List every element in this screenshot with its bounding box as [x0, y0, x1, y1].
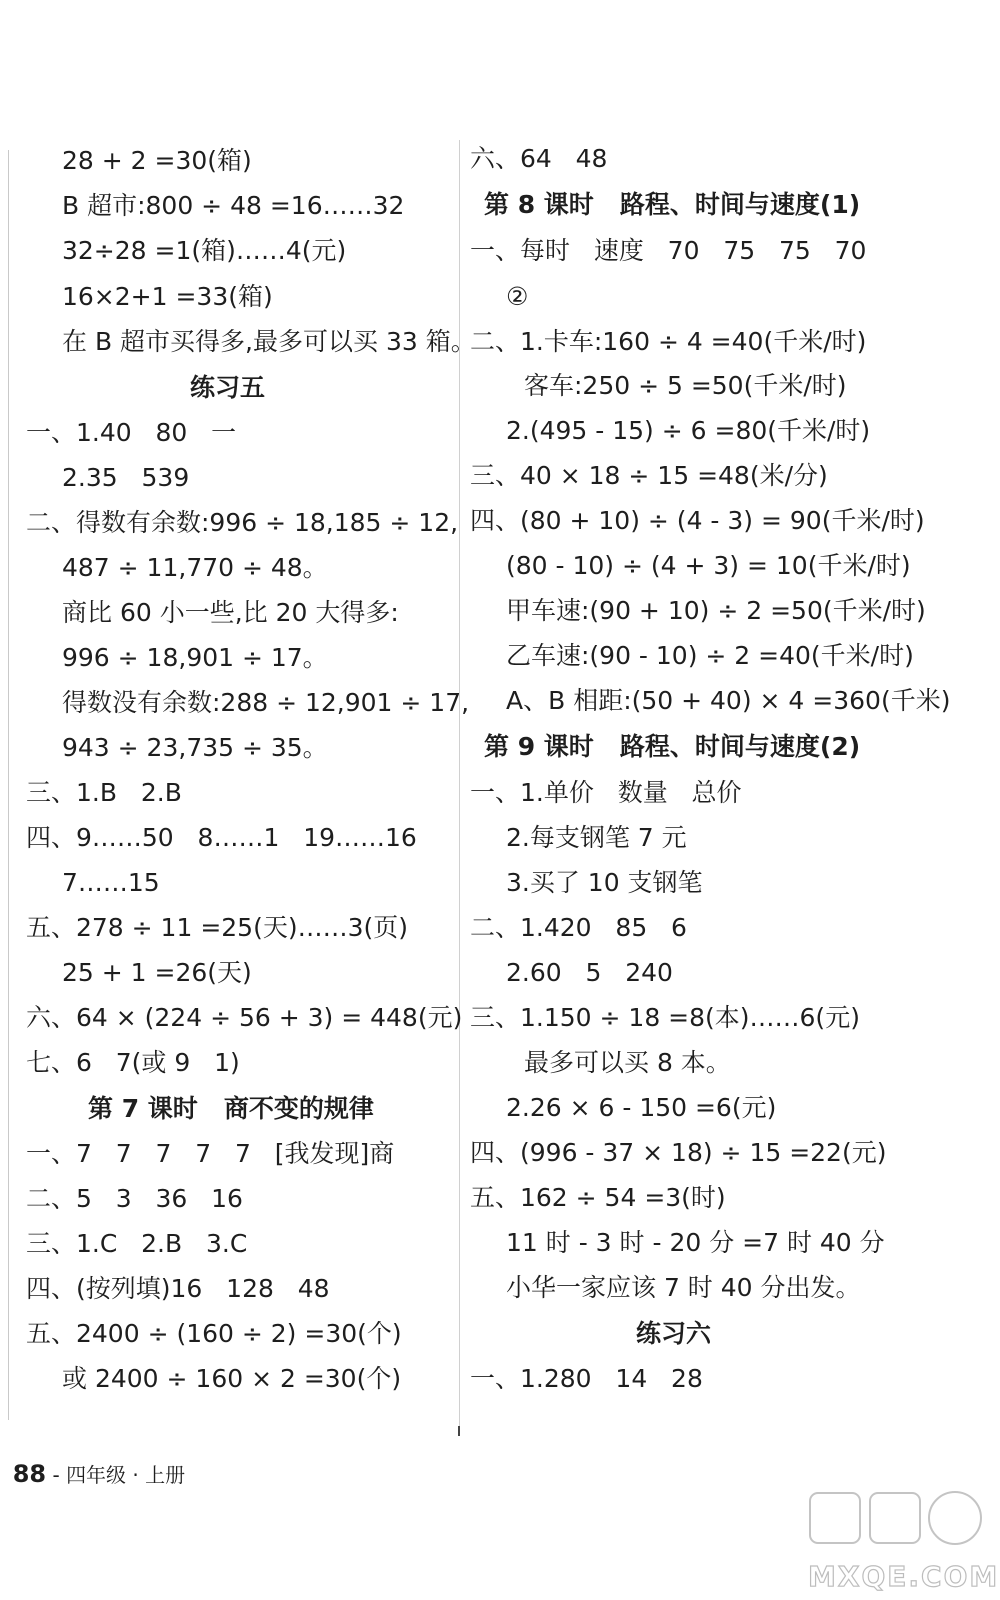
section-heading: 练习五: [190, 373, 266, 402]
answer-line: 16×2+1 =33(箱): [62, 282, 273, 311]
answer-line: 六、64 × (224 ÷ 56 + 3) = 448(元): [26, 1003, 463, 1032]
footer-separator: -: [46, 1463, 67, 1487]
section-heading: 练习六: [636, 1319, 712, 1348]
answer-line: 三、1.C 2.B 3.C: [26, 1229, 248, 1258]
answer-line: 2.每支钢笔 7 元: [506, 823, 687, 852]
answer-line: B 超市:800 ÷ 48 =16……32: [62, 191, 405, 220]
answer-line: 二、1.卡车:160 ÷ 4 =40(千米/时): [470, 327, 867, 356]
answer-line: 487 ÷ 11,770 ÷ 48。: [62, 553, 328, 582]
bottom-rule: [458, 1426, 460, 1436]
answer-line: 2.26 × 6 - 150 =6(元): [506, 1093, 777, 1122]
answer-line: 一、每时 速度 70 75 75 70: [470, 236, 867, 265]
answer-line: 2.(495 - 15) ÷ 6 =80(千米/时): [506, 416, 871, 445]
answer-line: 32÷28 =1(箱)……4(元): [62, 236, 347, 265]
answer-line: 在 B 超市买得多,最多可以买 33 箱。: [62, 327, 476, 356]
answer-line: (80 - 10) ÷ (4 + 3) = 10(千米/时): [506, 551, 911, 580]
answer-line: 最多可以买 8 本。: [524, 1048, 731, 1077]
answer-line: 二、得数有余数:996 ÷ 18,185 ÷ 12,: [26, 508, 459, 537]
answer-line: 3.买了 10 支钢笔: [506, 868, 703, 897]
answer-line: 六、64 48: [470, 144, 608, 173]
answer-line: 四、9……50 8……1 19……16: [26, 823, 417, 852]
answer-line: ②: [506, 282, 529, 311]
answer-line: 五、2400 ÷ (160 ÷ 2) =30(个): [26, 1319, 402, 1348]
answer-line: 996 ÷ 18,901 ÷ 17。: [62, 643, 328, 672]
watermark-text: MXQE.COM: [808, 1560, 1000, 1593]
answer-line: 五、162 ÷ 54 =3(时): [470, 1183, 726, 1212]
answer-line: 11 时 - 3 时 - 20 分 =7 时 40 分: [506, 1228, 885, 1257]
left-margin-rule: [8, 150, 9, 1420]
answer-line: 小华一家应该 7 时 40 分出发。: [506, 1273, 861, 1302]
answer-line: 二、1.420 85 6: [470, 913, 687, 942]
answer-line: 943 ÷ 23,735 ÷ 35。: [62, 733, 328, 762]
page-footer: [0, 1435, 185, 1488]
answer-line: 商比 60 小一些,比 20 大得多:: [62, 598, 399, 627]
grade-label: 四年级 · 上册: [66, 1463, 186, 1487]
answer-line: A、B 相距:(50 + 40) × 4 =360(千米): [506, 686, 951, 715]
answer-line: 25 + 1 =26(天): [62, 958, 252, 987]
answer-line: 三、1.150 ÷ 18 =8(本)……6(元): [470, 1003, 860, 1032]
answer-line: 28 + 2 =30(箱): [62, 146, 252, 175]
answer-line: 五、278 ÷ 11 =25(天)……3(页): [26, 913, 408, 942]
answer-line: 七、6 7(或 9 1): [26, 1048, 240, 1077]
answer-line: 四、(80 + 10) ÷ (4 - 3) = 90(千米/时): [470, 506, 925, 535]
answer-line: 四、(996 - 37 × 18) ÷ 15 =22(元): [470, 1138, 887, 1167]
answer-line: 客车:250 ÷ 5 =50(千米/时): [524, 371, 847, 400]
answer-line: 三、40 × 18 ÷ 15 =48(米/分): [470, 461, 828, 490]
answer-line: 三、1.B 2.B: [26, 778, 182, 807]
answer-line: 2.35 539: [62, 463, 190, 492]
section-heading: 第 7 课时 商不变的规律: [88, 1094, 374, 1123]
answer-line: 一、7 7 7 7 7 [我发现]商: [26, 1139, 395, 1168]
answer-line: 或 2400 ÷ 160 × 2 =30(个): [62, 1364, 402, 1393]
section-heading: 第 8 课时 路程、时间与速度(1): [484, 190, 861, 219]
answer-line: 乙车速:(90 - 10) ÷ 2 =40(千米/时): [506, 641, 914, 670]
page-number: 88: [12, 1460, 47, 1488]
answer-line: 二、5 3 36 16: [26, 1184, 243, 1213]
answer-line: 2.60 5 240: [506, 958, 673, 987]
answer-line: 一、1.40 80 一: [26, 418, 237, 447]
answer-line: 甲车速:(90 + 10) ÷ 2 =50(千米/时): [506, 596, 926, 625]
answer-line: 四、(按列填)16 128 48: [26, 1274, 330, 1303]
section-heading: 第 9 课时 路程、时间与速度(2): [484, 732, 861, 761]
answer-line: 7……15: [62, 868, 160, 897]
answer-line: 得数没有余数:288 ÷ 12,901 ÷ 17,: [62, 688, 470, 717]
answer-line: 一、1.280 14 28: [470, 1364, 703, 1393]
answer-line: 一、1.单价 数量 总价: [470, 778, 742, 807]
